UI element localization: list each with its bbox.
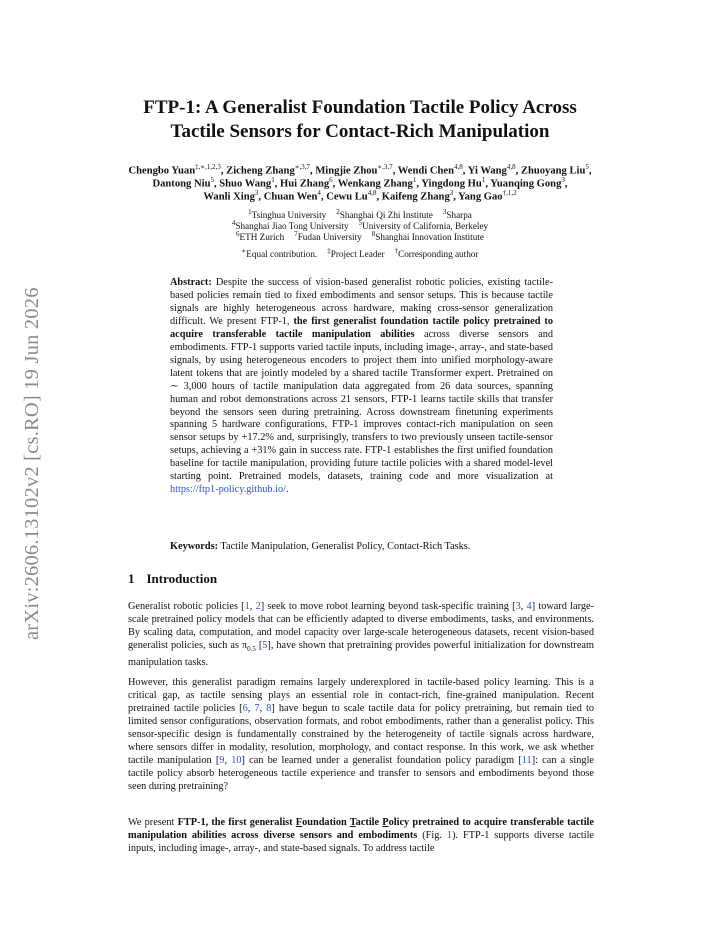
author-affiliation-mark: 4 xyxy=(317,189,321,197)
author-name: Yi Wang xyxy=(467,165,507,177)
intro-paragraph-2: However, this generalist paradigm remains largely underexplored in tactile-based policy learning. This is a critical gap, as tactile sensing plays an essential role in contact-rich, fine-grained manipulation. Recent pretrained tactile policies [6, 7, 8] have begun to scale tactile data for policy pretraining, but remain tied to limited sensor configurations, observation formats, and robot embodiments, rather than a generalist policy. This sensor-specific design is fundamentally constrained by the heterogeneity of tactile signals across hardware, where sensors differ in modality, resolution, morphology, and contact response. In this work, we ask whether tactile manipulation [9, 10] can be learned under a generalist foundation policy paradigm [11]: can a single tactile policy absorb heterogeneous tactile experience and transfer to sensors and embodiments beyond those seen during pretraining? xyxy=(128,677,594,792)
abstract xyxy=(170,277,553,497)
abstract-text-continued: across diverse sensors and embodiments. FTP-1 supports varied tactile inputs, including image-, array-, and state-based signals, by using heterogeneous encoders to project them into unified morphology-aware latent tokens that are jointly modeled by a shared tactile Transformer expert. Pretrained on ∼ 3,000 hours of tactile manipulation data aggregated from 26 data sources, spanning human and robot demonstrations across 21 sensors, FTP-1 learns tactile skills that transfer beyond the sensors seen during pretraining. Across downstream finetuning experiments spanning 5 hardware configurations, FTP-1 improves contact-rich manipulation on seen sensor setups by +17.2% and, surprisingly, transfers to two previously unseen tactile-sensor setups, achieving a +31% gain in success rate. FTP-1 establishes the first unified foundation baseline for tactile manipulation, providing future tactile policies with a shared model-level starting point. Pretrained models, datasets, training code and more visualization at xyxy=(170,328,553,483)
affiliation-item: ‡Project Leader xyxy=(327,247,385,260)
citation-link[interactable]: 1 xyxy=(244,601,250,612)
author-affiliation-mark: 1 xyxy=(481,176,486,184)
keywords xyxy=(170,540,553,553)
affiliation-item: $^8$Shanghai Innovation Institute xyxy=(371,230,484,243)
abstract-label: Abstract: xyxy=(170,277,212,288)
author-name: Shuo Wang xyxy=(219,178,272,190)
author-affiliation-mark: 1 xyxy=(271,176,275,184)
author-affiliation-mark: 1 xyxy=(412,176,417,184)
author-list-line-3: Wanli Xing$^3$, Chuan Wen$^4$, Cewu Lu$^{4,8}$, Kaifeng Zhang$^3$, Yang Gao$^{\dagger,1,2}$ xyxy=(203,189,517,203)
citation-link[interactable]: 3 xyxy=(515,601,521,612)
affiliation-item: ∗Equal contribution. xyxy=(241,247,318,260)
author-name: Kaifeng Zhang xyxy=(381,191,450,203)
citation-link[interactable]: 10 xyxy=(231,755,242,766)
affiliation-item: $^5$University of California, Berkeley xyxy=(358,219,489,232)
author-affiliation-mark: ‡,∗,1,2,3 xyxy=(195,163,221,171)
author-name: Wendi Chen xyxy=(397,165,455,177)
author-name: Zhuoyang Liu xyxy=(520,165,586,177)
paper-title-line-1: FTP-1: A Generalist Foundation Tactile Policy Across xyxy=(143,97,577,118)
author-affiliation-mark: ∗,3,7 xyxy=(377,163,393,171)
affiliations-line-3 xyxy=(80,229,640,243)
author-affiliation-mark: 3 xyxy=(449,189,454,197)
author-name: Hui Zhang xyxy=(280,178,330,190)
author-name: Chengbo Yuan xyxy=(128,165,196,177)
author-affiliation-mark: 5 xyxy=(210,176,214,184)
author-name: Wenkang Zhang xyxy=(337,178,413,190)
affiliation-item: $^1$Tsinghua University xyxy=(248,208,327,221)
keywords-label: Keywords: xyxy=(170,541,219,552)
intro-paragraph-3: We present FTP-1, the first generalist Foundation Tactile Policy pretrained to acquire transferable tactile manipulation abilities across diverse sensors and embodiments (Fig. 1). FTP-1 supports diverse tactile inputs, including image-, array-, and state-based signals. To address tactile xyxy=(128,817,594,854)
citation-link[interactable]: 8 xyxy=(266,703,272,714)
intro-paragraph-1: Generalist robotic policies [1, 2] seek to move robot learning beyond task-specific training [3, 4] toward large-scale pretrained policy models that can be efficiently adapted to diverse embodiments, tasks, and environments. By scaling data, computation, and model capacity over large-scale heterogeneous datasets, recent vision-based generalist policies, such as $\pi_{0.5}$ [5], have shown that pretraining provides powerful initialization for downstream manipulation tasks. xyxy=(128,601,594,669)
author-name: Wanli Xing xyxy=(203,191,255,203)
author-notes xyxy=(80,246,640,260)
author-affiliation-mark: 6 xyxy=(329,176,333,184)
affiliation-item: $^3$Sharpa xyxy=(442,208,472,221)
citation-link[interactable]: 9 xyxy=(219,755,225,766)
author-list-line-2: Dantong Niu$^5$, Shuo Wang$^1$, Hui Zhang$^6$, Wenkang Zhang$^1$, Yingdong Hu$^1$, Yuanqing Gong$^3$, xyxy=(152,176,568,190)
affiliation-item: $^4$Shanghai Jiao Tong University xyxy=(231,219,349,232)
section-heading-introduction xyxy=(128,571,217,587)
section-number: 1 xyxy=(128,571,135,586)
paper-title-line-2: Tactile Sensors for Contact-Rich Manipulation xyxy=(170,121,550,142)
author-list-line-1: Chengbo Yuan$^{\ddagger,∗,1,2,3}$, Zicheng Zhang$^{∗,3,7}$, Mingjie Zhou$^{∗,3,7}$, Wendi Chen$^{4,8}$, Yi Wang$^{4,8}$, Zhuoyang Liu$^5$, xyxy=(128,163,592,177)
author-name: Yang Gao xyxy=(458,191,503,203)
author-affiliation-mark: 4,8 xyxy=(454,163,463,171)
citation-link[interactable]: 5 xyxy=(262,640,268,651)
abstract-end: . xyxy=(286,484,289,496)
author-affiliation-mark: 4,8 xyxy=(367,189,377,197)
section-title: Introduction xyxy=(146,571,218,586)
arxiv-identifier: arXiv:2606.13102v2 [cs.RO] 19 Jun 2026 xyxy=(21,287,43,640)
author-affiliation-mark: 4,8 xyxy=(506,163,516,171)
project-url-link[interactable]: https://ftp1-policy.github.io/ xyxy=(170,484,287,496)
author-name: Zicheng Zhang xyxy=(226,165,295,177)
affiliation-item: $^2$Shanghai Qi Zhi Institute xyxy=(336,208,433,221)
citation-link[interactable]: 2 xyxy=(255,601,261,612)
citation-link[interactable]: 11 xyxy=(521,755,532,766)
author-affiliation-mark: 5 xyxy=(585,163,589,171)
author-affiliation-mark: 3 xyxy=(254,189,259,197)
abstract-text: Despite the success of vision-based generalist robotic policies, existing tactile-based policies remain tied to fixed embodiments and sensor setups. This is because tactile signals are highly heterogeneous across hardware, making cross-sensor generalization difficult. We present FTP-1, xyxy=(170,277,553,327)
affiliation-item: $^7$Fudan University xyxy=(294,230,362,243)
abstract-highlight: the first generalist foundation tactile policy pretrained to acquire transferable tactile manipulation abilities xyxy=(170,315,554,340)
affiliation-item: †Corresponding author xyxy=(394,247,479,260)
author-affiliation-mark: †,1,2 xyxy=(502,189,517,197)
author-name: Dantong Niu xyxy=(152,178,211,190)
author-name: Chuan Wen xyxy=(263,191,318,203)
figure-reference-link[interactable]: 1 xyxy=(446,830,453,841)
author-name: Yuanqing Gong xyxy=(490,178,562,190)
author-name: Yingdong Hu xyxy=(421,178,482,190)
keywords-text: Tactile Manipulation, Generalist Policy, Contact-Rich Tasks. xyxy=(218,541,471,552)
author-affiliation-mark: ∗,3,7 xyxy=(294,163,311,171)
author-name: Mingjie Zhou xyxy=(315,165,378,177)
citation-link[interactable]: 6 xyxy=(242,703,248,714)
citation-link[interactable]: 4 xyxy=(526,601,532,612)
affiliation-item: $^6$ETH Zurich xyxy=(236,230,285,243)
author-affiliation-mark: 3 xyxy=(561,176,565,184)
citation-link[interactable]: 7 xyxy=(254,703,260,714)
author-name: Cewu Lu xyxy=(326,191,368,203)
